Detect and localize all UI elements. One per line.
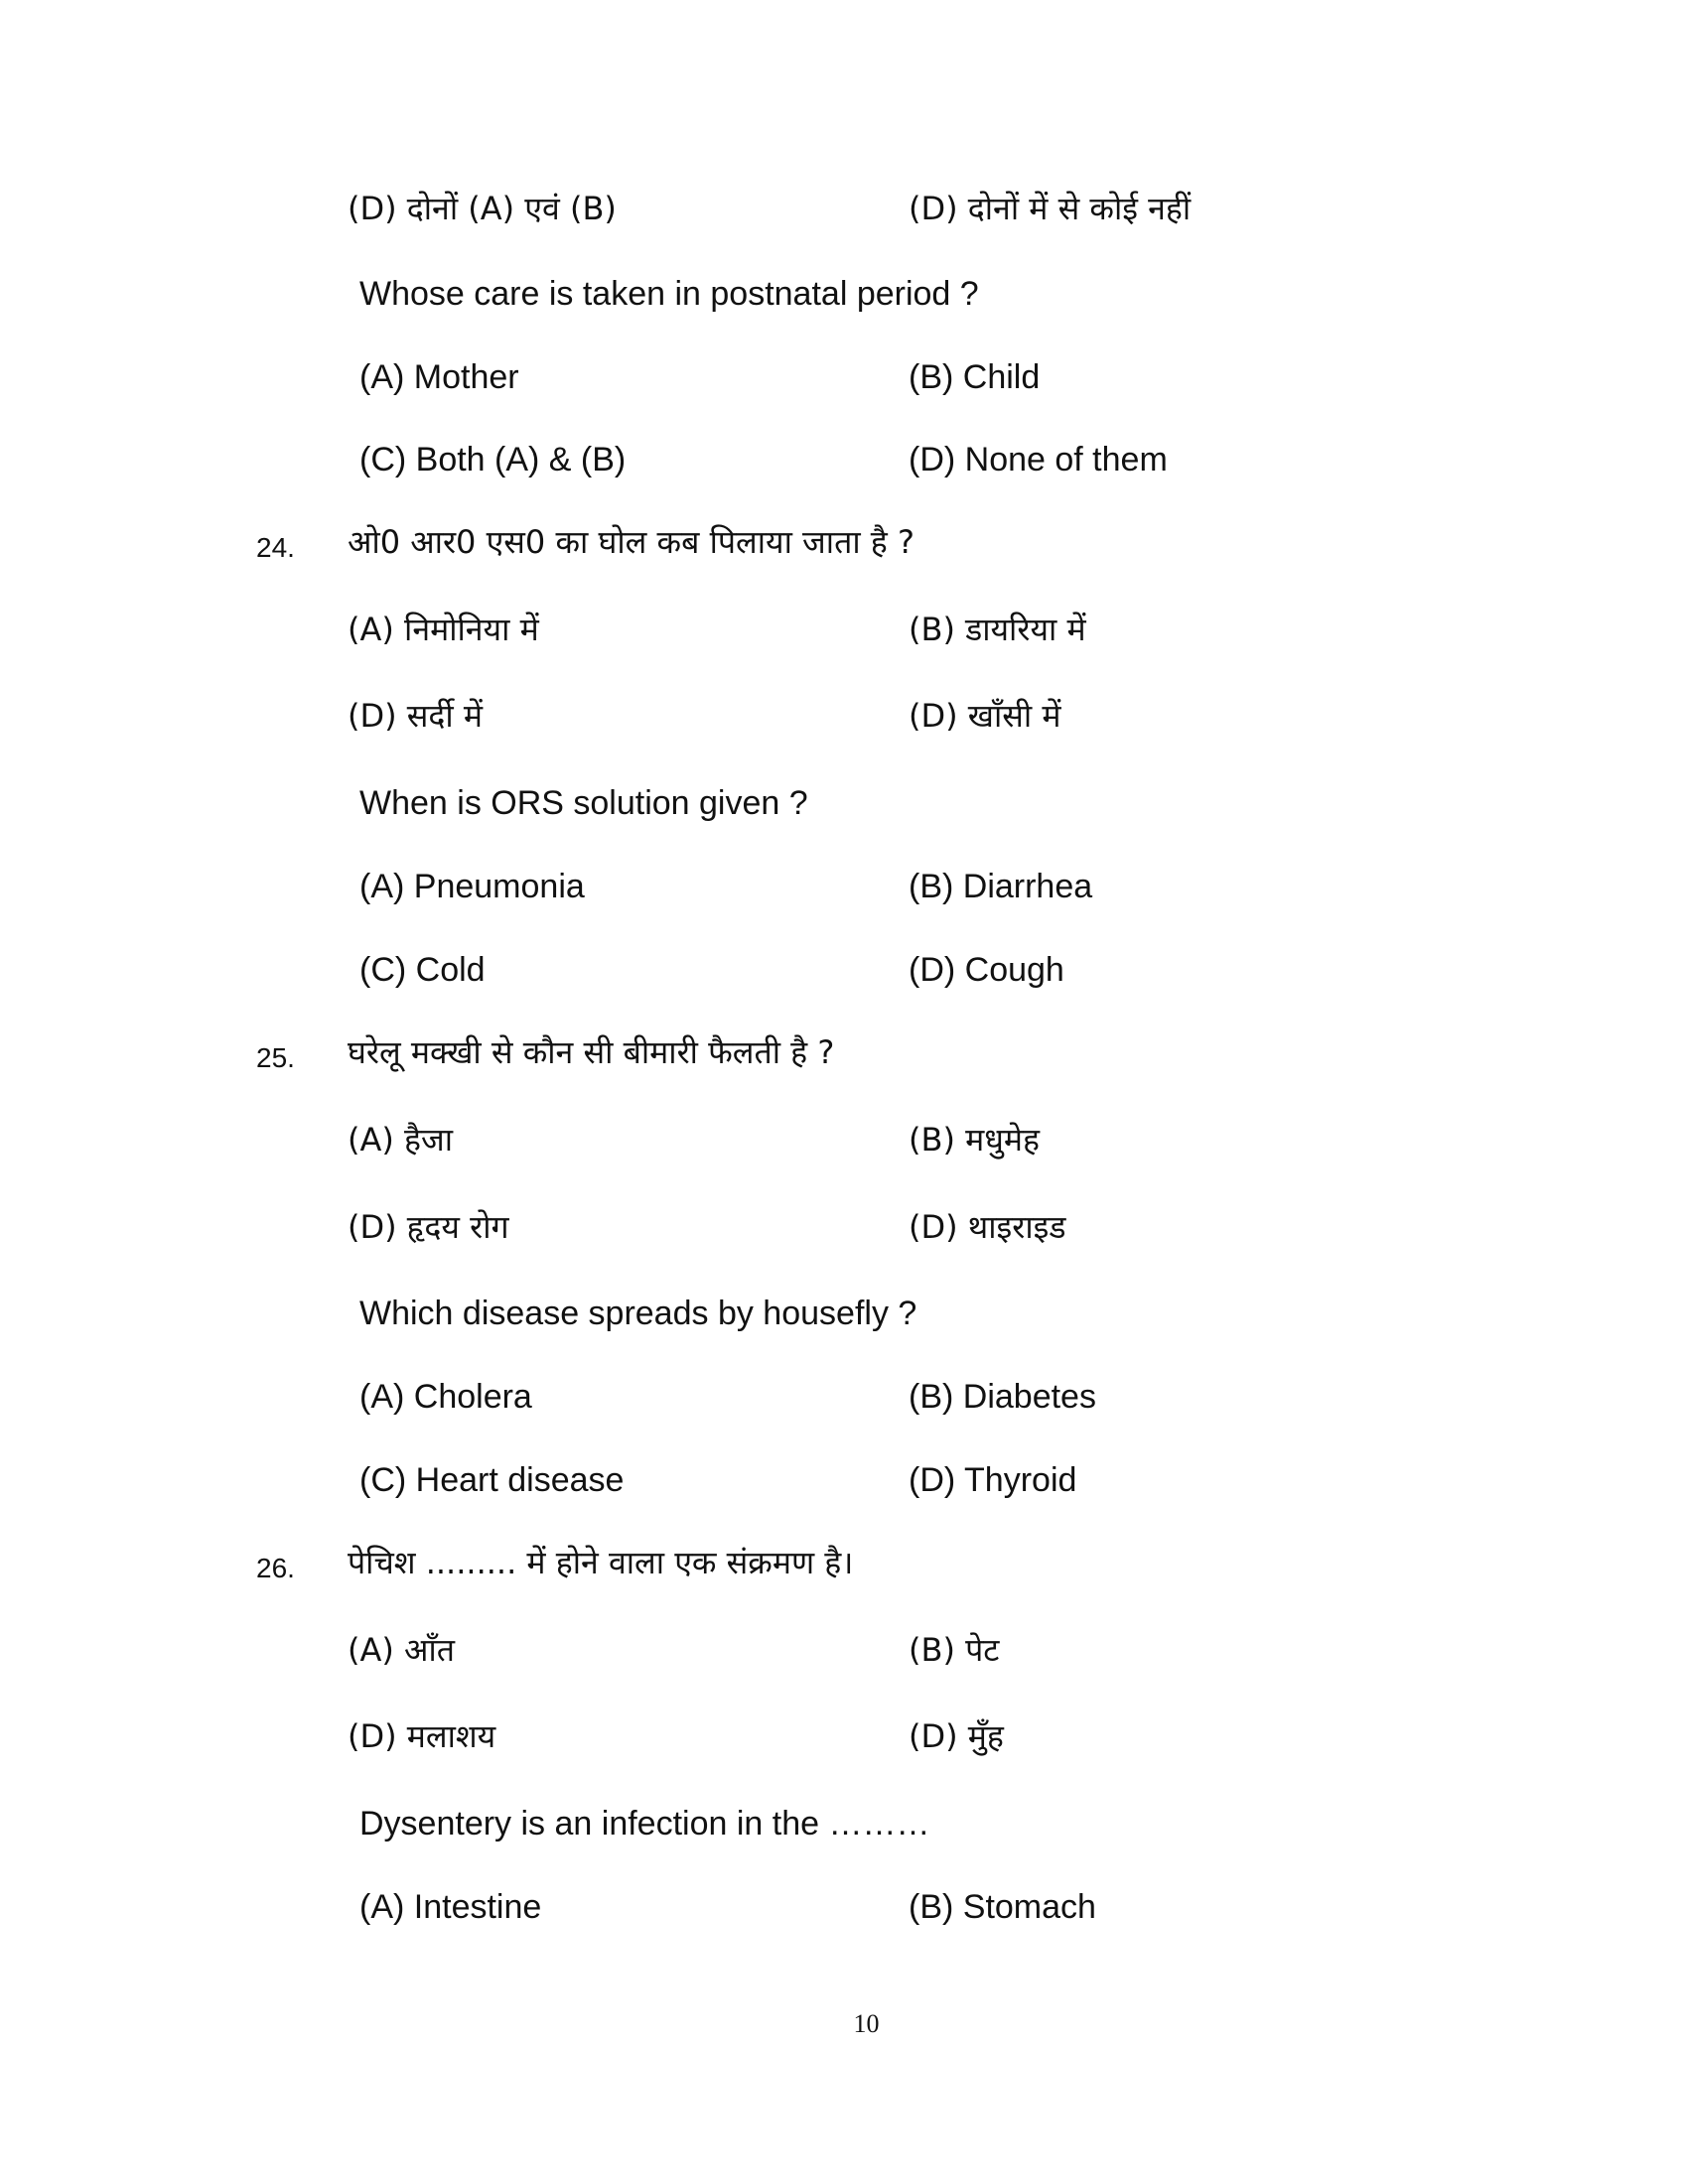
q25-hindi-option-b: (B) मधुमेह [909, 1121, 1041, 1159]
q23-english-option-b: (B) Child [909, 358, 1041, 396]
page-number: 10 [853, 2009, 880, 2038]
q24-hindi-question: ओ0 आर0 एस0 का घोल कब पिलाया जाता है ? [348, 523, 914, 561]
q24-english-option-c: (C) Cold [359, 951, 486, 989]
q24-hindi-option-d: (D) खाँसी में [909, 697, 1061, 735]
q26-hindi-option-c: (D) मलाशय [348, 1717, 496, 1755]
q26-hindi-option-b: (B) पेट [909, 1631, 1000, 1669]
q23-english-option-c: (C) Both (A) & (B) [359, 441, 627, 478]
q23-hindi-option-d: (D) दोनों में से कोई नहीं [909, 190, 1192, 227]
q26-english-option-b: (B) Stomach [909, 1888, 1096, 1926]
q25-hindi-question: घरेलू मक्खी से कौन सी बीमारी फैलती है ? [348, 1033, 835, 1071]
q25-english-option-d: (D) Thyroid [909, 1461, 1077, 1499]
q25-english-question: Which disease spreads by housefly ? [359, 1295, 917, 1332]
q26-hindi-option-d: (D) मुँह [909, 1717, 1004, 1755]
q26-number: 26. [256, 1553, 295, 1583]
q24-hindi-option-a: (A) निमोनिया में [348, 611, 539, 648]
q25-hindi-option-c: (D) हृदय रोग [348, 1208, 509, 1246]
q25-english-option-a: (A) Cholera [359, 1378, 532, 1416]
q26-english-question: Dysentery is an infection in the ……… [359, 1805, 930, 1843]
q24-english-question: When is ORS solution given ? [359, 784, 808, 822]
q23-english-option-d: (D) None of them [909, 441, 1168, 478]
q26-english-option-a: (A) Intestine [359, 1888, 542, 1926]
q24-english-option-a: (A) Pneumonia [359, 868, 585, 905]
q26-hindi-option-a: (A) आँत [348, 1631, 455, 1669]
q23-hindi-option-c: (D) दोनों (A) एवं (B) [348, 190, 617, 227]
q25-hindi-option-a: (A) हैजा [348, 1121, 454, 1159]
q25-english-option-c: (C) Heart disease [359, 1461, 625, 1499]
q25-english-option-b: (B) Diabetes [909, 1378, 1096, 1416]
q24-hindi-option-c: (D) सर्दी में [348, 697, 484, 735]
q24-english-option-b: (B) Diarrhea [909, 868, 1093, 905]
q23-english-option-a: (A) Mother [359, 358, 519, 396]
q24-hindi-option-b: (B) डायरिया में [909, 611, 1086, 648]
q23-english-question: Whose care is taken in postnatal period ? [359, 275, 979, 313]
q25-number: 25. [256, 1042, 295, 1073]
q26-hindi-question: पेचिश ......... में होने वाला एक संक्रमण है। [348, 1544, 854, 1581]
q25-hindi-option-d: (D) थाइराइड [909, 1208, 1066, 1246]
q24-english-option-d: (D) Cough [909, 951, 1064, 989]
q24-number: 24. [256, 532, 295, 563]
